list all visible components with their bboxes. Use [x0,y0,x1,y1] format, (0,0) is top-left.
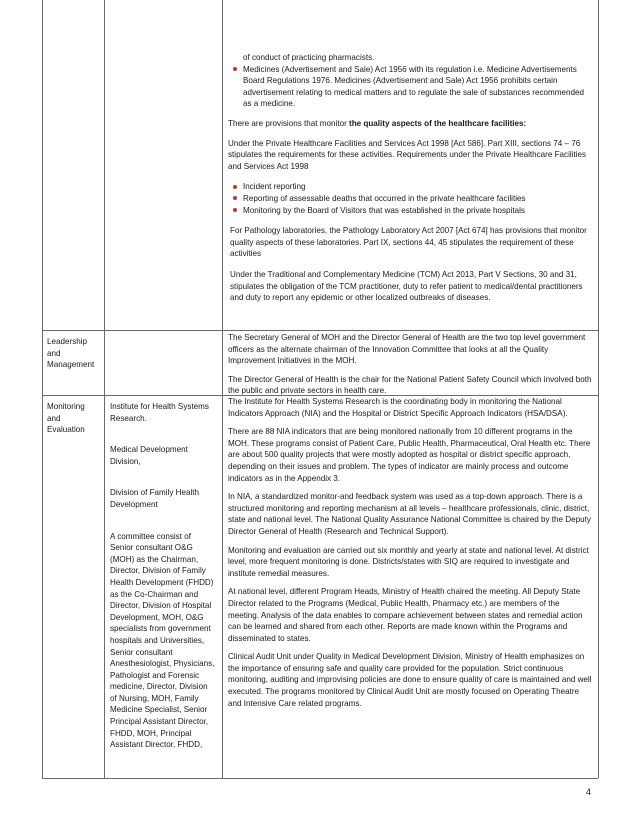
continued-text: of conduct of practicing pharmacists. [243,53,375,62]
responsible-mdd: Medical Development Division, [110,445,188,466]
bullet-text: Monitoring by the Board of Visitors that was established in the private hospitals [243,205,525,215]
page-number: 4 [586,787,592,797]
monitoring-paragraph-3: In NIA, a standardized monitor-and feedback system was used as a top-down approach. There is a structured monitoring and reporting mechanism at all levels – healthcare professionals, clinic, district, state and national level. The National Quality Assurance National Committee is chaired by the Deputy Director General of Health (Research and Technical Support). [228,492,591,536]
table-border-bottom [42,778,598,779]
row-divider-1 [42,330,598,331]
monitoring-paragraph-5: At national level, different Program Heads, Ministry of Health chaired the meeting. All Deputy State Director related to the Programs (Medical, Public Health, Pharmacy etc.) are members of the meeting. Analysis of the data enables to compare achievement between states and remedial action can be learned and shared from each other. Reports are made known within the Programs and disseminated to states. [228,587,583,643]
tcm-paragraph: Under the Traditional and Complementary Medicine (TCM) Act 2013, Part V Sections, 30 and 31, stipulates the obligation of the TCM practitioner, duty to refer patient to medical/dental practitioners and duty to report any epidemic or other localized outbreaks of diseases. [230,269,583,303]
leadership-paragraph-1: The Secretary General of MOH and the Director General of Health are the two top level government officers as the alternate chairman of the Innovation Committee that looks at all the Quality Improvement Initiatives in the MOH. [228,333,586,366]
medicines-bullet-list [228,64,592,110]
quality-heading [228,118,592,130]
responsible-ihsr: Institute for Health Systems Research. [110,402,209,423]
leadership-paragraph-2: The Director General of Health is the chair for the National Patient Safety Council which involved both the public and private sectors in health care. [228,374,592,396]
bullet-icon [233,185,237,189]
monitoring-paragraph-6: Clinical Audit Unit under Quality in Medical Development Division, Ministry of Health emphasizes on the importance of ensuring safe and quality care provided for the population. Strict continuous monitoring, auditing and improvising policies are done to ensure quality of care is maintained and well executed. The programs monitored by Clinical Audit Unit are mostly focused on Operating Theatre and Intensive Care related programs. [228,652,592,708]
monitoring-paragraph-1: The Institute for Health Systems Research is the coordinating body in monitoring the National Indicators Approach (NIA) and the Hospital or District Specific Approach Indicators (HSA/DSA). [228,397,568,418]
bullet-icon [233,196,237,200]
row3-label: Monitoring and Evaluation [47,402,85,435]
responsible-fhdd: Division of Family Health Development [110,488,200,509]
quality-bold: the quality aspects of the healthcare facilities: [349,118,527,128]
responsible-committee: A committee consist of Senior consultant O&G (MOH) as the Chairman, Director, Division of Family Health Development (FHDD) as the Co-Chairman and Director, Division of Hospital Development, MOH, O&G specialists from government hospitals and Universities, Senior consultant Anesthesiologist, Physicians, Pathologist and Forensic medicine, Director, Division of Nursing, MOH, Family Medicine Specialist, Senior Principal Assistant Director, FHDD, MOH, Principal Assistant Director, FHDD, [110,531,215,750]
list-item [228,181,592,193]
table-border-right [598,0,599,778]
bullet-icon [233,67,237,71]
pathology-paragraph: For Pathology laboratories, the Pathology Laboratory Act 2007 [Act 674] has provisions that monitor quality aspects of these laboratories. Part IX, sections 44, 45 stipulates the requirement of these activities [230,226,587,259]
list-item [228,193,592,205]
quality-intro: There are provisions that monitor [228,118,350,128]
list-item [228,205,592,217]
private-act-paragraph: Under the Private Healthcare Facilities and Services Act 1998 [Act 586]. Part XIII, sections 74 – 76 stipulates the requirements for these activities. Requirements under the Private Healthcare Facilities and Services Act 1998 [228,138,587,171]
row3-responsible [104,401,222,751]
monitoring-paragraph-4: Monitoring and evaluation are carried out six monthly and yearly at state and national level. At district level, more frequent monitoring is done. Districts/states with SIQ are required to investigate and institute remedial measures. [228,545,589,578]
row1-content [222,52,598,304]
list-item [228,64,592,110]
row2-content [222,332,598,397]
row3-content [222,396,598,709]
table-border-left [42,0,43,778]
bullet-text: Incident reporting [243,182,306,192]
requirements-bullet-list [228,181,592,216]
bullet-icon [233,208,237,212]
monitoring-paragraph-2: There are 88 NIA indicators that are being monitored nationally from 10 different programs in the MOH. These programs consist of Patient Care, Public Health, Pharmaceutical, Oral Health etc. There are about 500 quality projects that were mostly adopted as hospital or district specific approach, depending on their issues and problem. The types of indicator are mainly process and outcome indicators as in the Appendix 3. [228,427,591,483]
bullet-text: Reporting of assessable deaths that occurred in the private healthcare facilities [243,193,526,203]
row2-label: Leadership and Management [47,337,95,370]
bullet-text: Medicines (Advertisement and Sale) Act 1956 with its regulation i.e. Medicine Advertisements Board Regulations 1976. Medicines (Advertisement and Sale) Act 1956 prohibits certain advertisement relating to medical matters and to regulate the sale of substances recommended as a medicine. [243,64,585,109]
